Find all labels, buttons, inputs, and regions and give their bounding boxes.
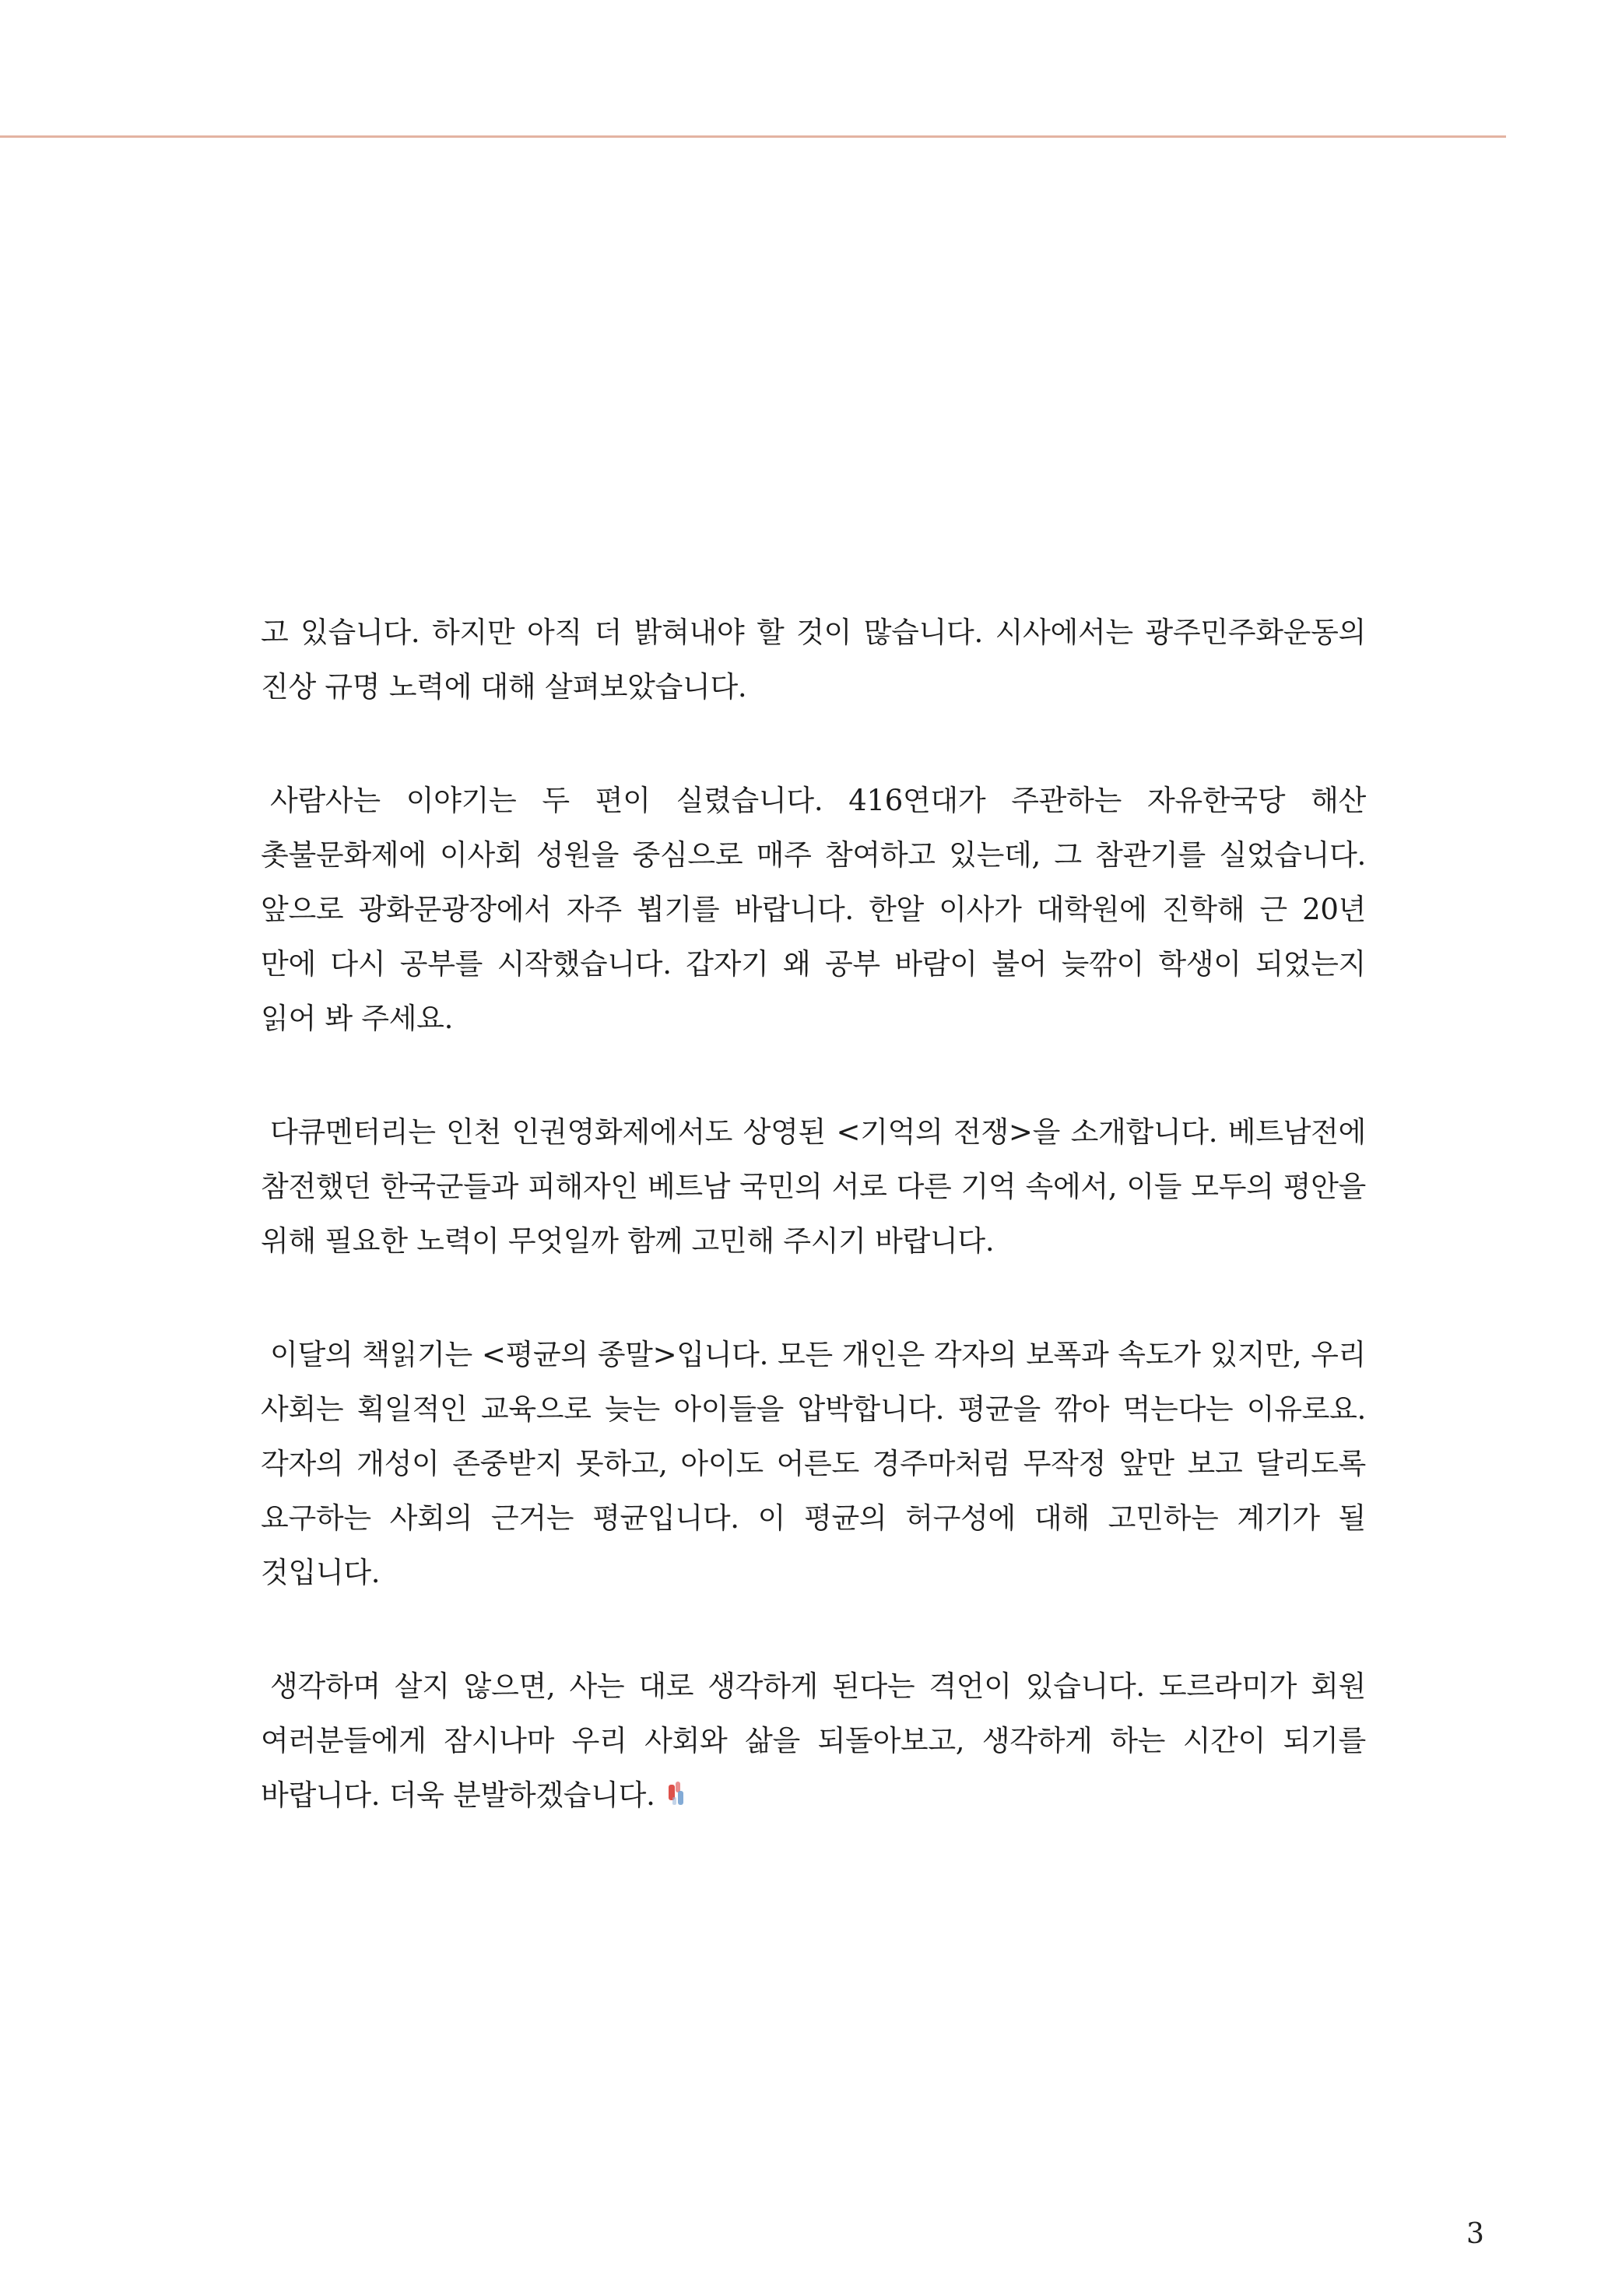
paragraph-2: 사람사는 이야기는 두 편이 실렸습니다. 416연대가 주관하는 자유한국당 해산 촛불문화제에 이사회 성원을 중심으로 매주 참여하고 있는데, 그 참관기를 실었습니다. 앞으로 광화문광장에서 자주 뵙기를 바랍니다. 한알 이사가 대학원에 진학해 근 20년 만에 다시 공부를 시작했습니다. 갑자기 왜 공부 바람이 불어 늦깎이 학생이 되었는지 읽어 봐 주세요. [261,784,1366,1035]
body-text [261,606,1366,1882]
header-rule [0,135,1506,138]
end-mark-icon [657,1773,679,1804]
paragraph-5 [261,1659,1366,1823]
paragraph-3: 다큐멘터리는 인천 인권영화제에서도 상영된 <기억의 전쟁>을 소개합니다. 베트남전에 참전했던 한국군들과 피해자인 베트남 국민의 서로 다른 기억 속에서, 이들 모두의 평안을 위해 필요한 노력이 무엇일까 함께 고민해 주시기 바랍니다. [261,1115,1366,1258]
paragraph-4: 이달의 책읽기는 <평균의 종말>입니다. 모든 개인은 각자의 보폭과 속도가 있지만, 우리 사회는 획일적인 교육으로 늦는 아이들을 압박합니다. 평균을 깎아 먹는다는 이유로요. 각자의 개성이 존중받지 못하고, 아이도 어른도 경주마처럼 무작정 앞만 보고 달리도록 요구하는 사회의 근거는 평균입니다. 이 평균의 허구성에 대해 고민하는 계기가 될 것입니다. [261,1338,1366,1589]
page-number: 3 [1466,2218,1484,2250]
paragraph-1: 고 있습니다. 하지만 아직 더 밝혀내야 할 것이 많습니다. 시사에서는 광주민주화운동의 진상 규명 노력에 대해 살펴보았습니다. [261,616,1366,704]
paragraph-5-text: 생각하며 살지 않으면, 사는 대로 생각하게 된다는 격언이 있습니다. 도르라미가 회원 여러분들에게 잠시나마 우리 사회와 삶을 되돌아보고, 생각하게 하는 시간이 되기를 바랍니다. 더욱 분발하겠습니다. [261,1669,1366,1812]
